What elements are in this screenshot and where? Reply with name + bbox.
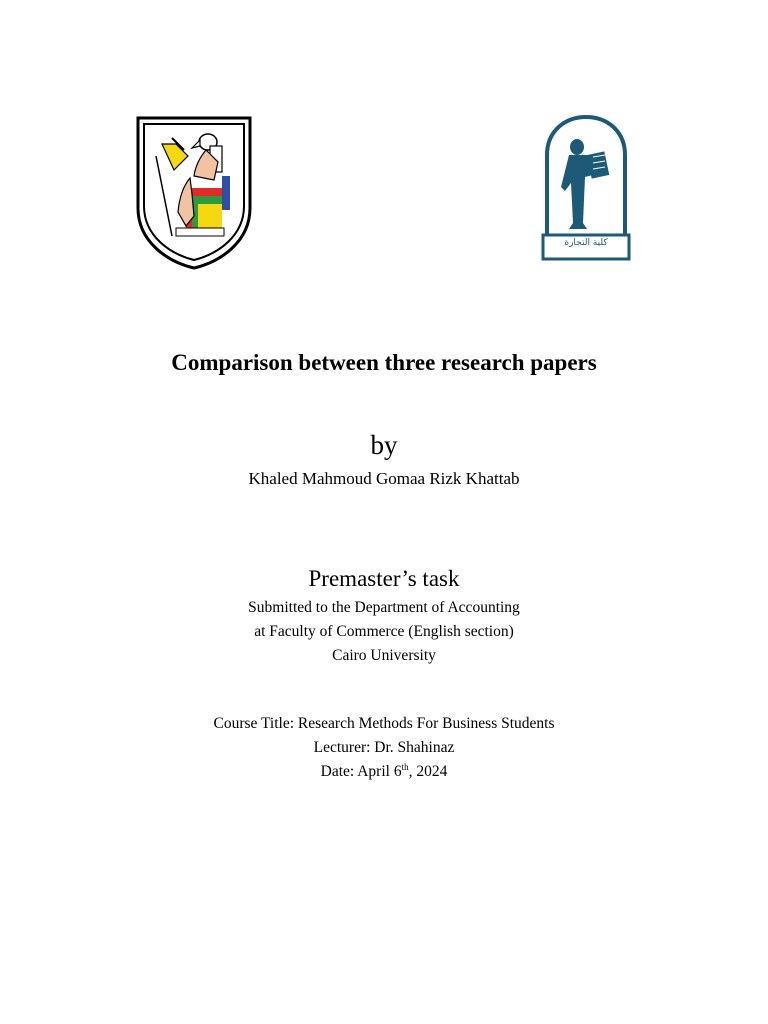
course-title-line: Course Title: Research Methods For Business Students xyxy=(213,715,555,732)
lecturer-line: Lecturer: Dr. Shahinaz xyxy=(313,739,455,756)
document-title: Comparison between three research papers xyxy=(171,350,597,375)
author-name: Khaled Mahmoud Gomaa Rizk Khattab xyxy=(248,469,520,488)
task-heading: Premaster’s task xyxy=(308,566,460,591)
submitted-to-line: Submitted to the Department of Accounting xyxy=(248,599,520,616)
faculty-line: at Faculty of Commerce (English section) xyxy=(254,623,514,640)
date-year: , 2024 xyxy=(408,763,448,780)
date-line xyxy=(0,760,768,784)
faculty-logo-caption: كلية التجارة xyxy=(564,238,608,248)
date-ordinal-suffix: th xyxy=(401,762,409,772)
cairo-university-logo xyxy=(136,116,252,270)
university-line: Cairo University xyxy=(332,647,436,664)
date-prefix: Date: April 6 xyxy=(320,763,402,780)
by-label: by xyxy=(370,430,398,460)
